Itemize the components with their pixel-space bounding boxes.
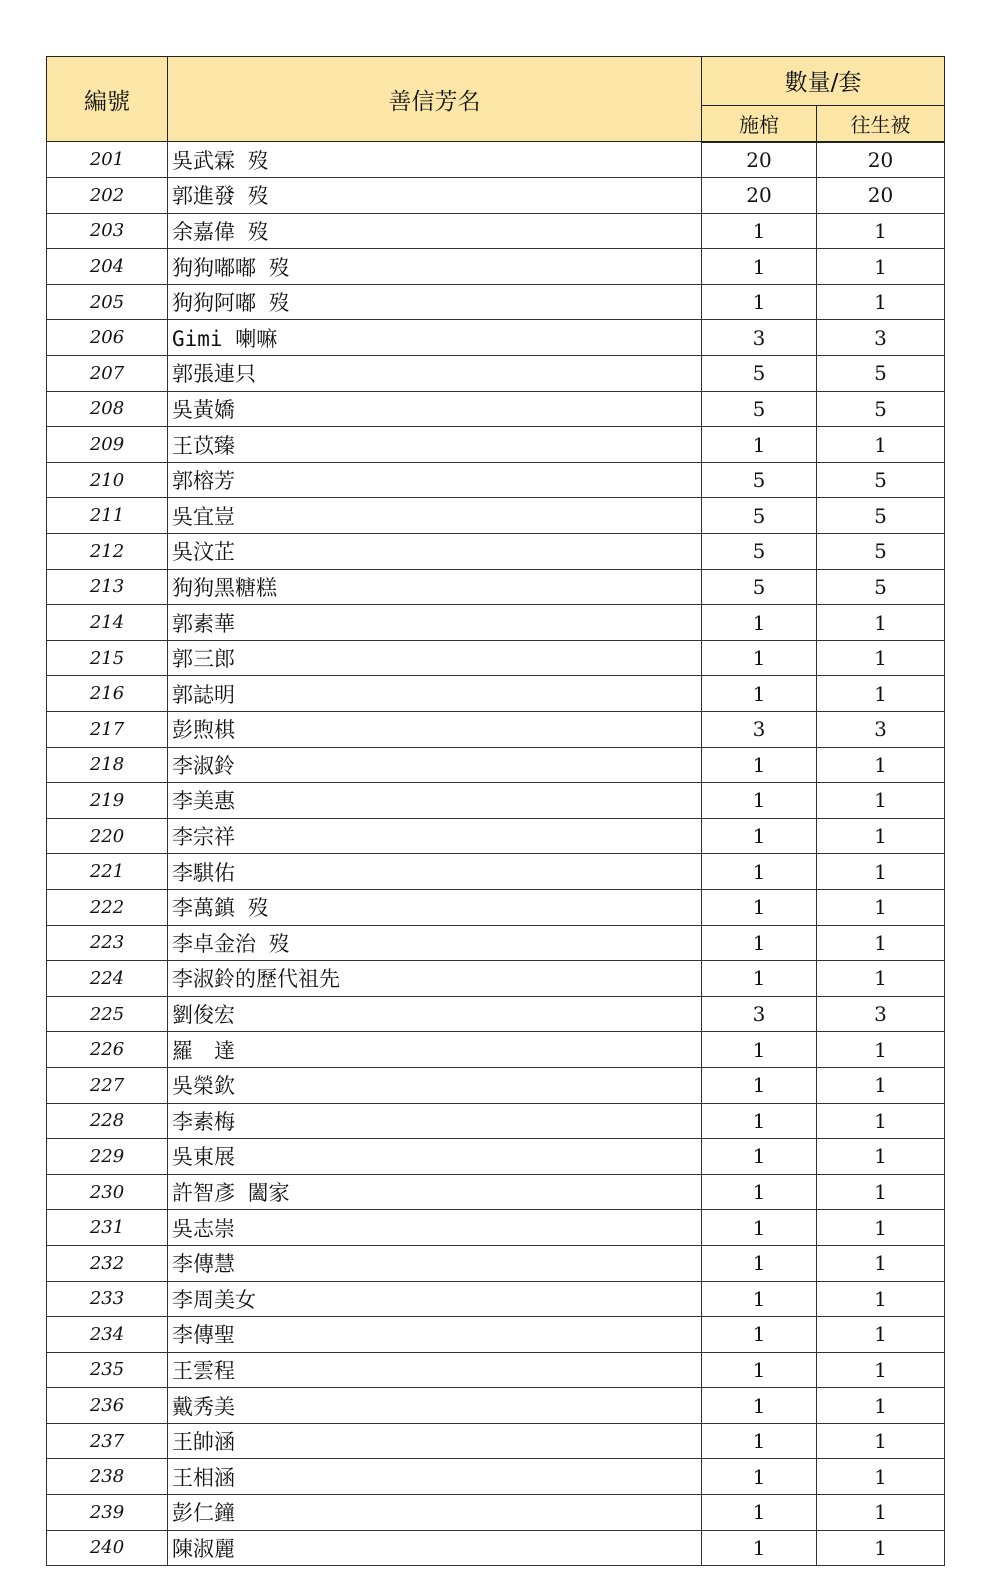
donor-name: 李素梅 bbox=[168, 1103, 702, 1139]
donor-name: 狗狗阿嘟 歿 bbox=[168, 284, 702, 320]
quilt-count: 1 bbox=[817, 854, 945, 890]
donor-name: 吳志崇 bbox=[168, 1210, 702, 1246]
table-row bbox=[47, 854, 945, 890]
donor-name: 狗狗黑糖糕 bbox=[168, 569, 702, 605]
donor-name: 李傳慧 bbox=[168, 1245, 702, 1281]
donor-name: 陳淑麗 bbox=[168, 1530, 702, 1566]
quilt-count: 1 bbox=[817, 213, 945, 249]
row-number: 221 bbox=[47, 854, 168, 890]
row-number: 214 bbox=[47, 605, 168, 641]
coffin-count: 5 bbox=[702, 569, 817, 605]
coffin-count: 3 bbox=[702, 320, 817, 356]
donor-name: 郭三郎 bbox=[168, 640, 702, 676]
row-number: 234 bbox=[47, 1317, 168, 1353]
quilt-count: 1 bbox=[817, 783, 945, 819]
row-number: 228 bbox=[47, 1103, 168, 1139]
table-row bbox=[47, 1388, 945, 1424]
coffin-count: 1 bbox=[702, 1174, 817, 1210]
quilt-count: 1 bbox=[817, 1281, 945, 1317]
table-row bbox=[47, 391, 945, 427]
donor-name: 余嘉偉 歿 bbox=[168, 213, 702, 249]
table-row bbox=[47, 1459, 945, 1495]
row-number: 205 bbox=[47, 284, 168, 320]
donor-name: 劉俊宏 bbox=[168, 996, 702, 1032]
table-row bbox=[47, 1210, 945, 1246]
coffin-count: 1 bbox=[702, 1423, 817, 1459]
donor-name: 吳東展 bbox=[168, 1139, 702, 1175]
row-number: 212 bbox=[47, 534, 168, 570]
table-row bbox=[47, 640, 945, 676]
quilt-count: 1 bbox=[817, 1139, 945, 1175]
table-row bbox=[47, 320, 945, 356]
table-row bbox=[47, 783, 945, 819]
coffin-count: 1 bbox=[702, 213, 817, 249]
coffin-count: 1 bbox=[702, 889, 817, 925]
donor-name: 王帥涵 bbox=[168, 1423, 702, 1459]
table-header bbox=[47, 57, 945, 142]
coffin-count: 5 bbox=[702, 498, 817, 534]
row-number: 208 bbox=[47, 391, 168, 427]
donor-name: 李淑鈴的歷代祖先 bbox=[168, 961, 702, 997]
donor-name: 許智彥 闔家 bbox=[168, 1174, 702, 1210]
coffin-count: 1 bbox=[702, 427, 817, 463]
table-row bbox=[47, 1352, 945, 1388]
table-row bbox=[47, 498, 945, 534]
table-row bbox=[47, 925, 945, 961]
row-number: 215 bbox=[47, 640, 168, 676]
table-row bbox=[47, 1495, 945, 1531]
donor-name: 李宗祥 bbox=[168, 818, 702, 854]
row-number: 230 bbox=[47, 1174, 168, 1210]
table-row bbox=[47, 213, 945, 249]
table-row bbox=[47, 534, 945, 570]
quilt-count: 3 bbox=[817, 712, 945, 748]
quilt-count: 1 bbox=[817, 1388, 945, 1424]
donor-name: 郭誌明 bbox=[168, 676, 702, 712]
table-row bbox=[47, 569, 945, 605]
row-number: 226 bbox=[47, 1032, 168, 1068]
row-number: 239 bbox=[47, 1495, 168, 1531]
quilt-count: 5 bbox=[817, 498, 945, 534]
row-number: 202 bbox=[47, 178, 168, 214]
donor-name: 戴秀美 bbox=[168, 1388, 702, 1424]
table-row bbox=[47, 462, 945, 498]
donor-name: 吳汶芷 bbox=[168, 534, 702, 570]
coffin-count: 1 bbox=[702, 1210, 817, 1246]
table-row bbox=[47, 712, 945, 748]
row-number: 238 bbox=[47, 1459, 168, 1495]
table-row bbox=[47, 142, 945, 178]
quilt-count: 1 bbox=[817, 284, 945, 320]
row-number: 220 bbox=[47, 818, 168, 854]
coffin-count: 1 bbox=[702, 818, 817, 854]
table-row bbox=[47, 605, 945, 641]
quilt-count: 1 bbox=[817, 249, 945, 285]
quilt-count: 1 bbox=[817, 747, 945, 783]
coffin-count: 5 bbox=[702, 534, 817, 570]
row-number: 201 bbox=[47, 142, 168, 178]
row-number: 222 bbox=[47, 889, 168, 925]
donor-name: Gimi 喇嘛 bbox=[168, 320, 702, 356]
quilt-count: 20 bbox=[817, 178, 945, 214]
donor-name: 吳武霖 歿 bbox=[168, 142, 702, 178]
coffin-count: 1 bbox=[702, 605, 817, 641]
row-number: 218 bbox=[47, 747, 168, 783]
header-quantity: 數量/套 bbox=[702, 57, 945, 106]
quilt-count: 1 bbox=[817, 1317, 945, 1353]
table-row bbox=[47, 1317, 945, 1353]
donor-table bbox=[46, 56, 945, 1566]
donor-name: 李萬鎮 歿 bbox=[168, 889, 702, 925]
donor-name: 彭仁鐘 bbox=[168, 1495, 702, 1531]
table-row bbox=[47, 996, 945, 1032]
row-number: 210 bbox=[47, 462, 168, 498]
coffin-count: 1 bbox=[702, 676, 817, 712]
table-row bbox=[47, 676, 945, 712]
donor-name: 郭榕芳 bbox=[168, 462, 702, 498]
donor-name: 羅 達 bbox=[168, 1032, 702, 1068]
donor-name: 王苡臻 bbox=[168, 427, 702, 463]
quilt-count: 3 bbox=[817, 320, 945, 356]
quilt-count: 1 bbox=[817, 1423, 945, 1459]
coffin-count: 1 bbox=[702, 783, 817, 819]
quilt-count: 1 bbox=[817, 1459, 945, 1495]
row-number: 227 bbox=[47, 1067, 168, 1103]
table-row bbox=[47, 284, 945, 320]
donor-name: 彭煦棋 bbox=[168, 712, 702, 748]
donor-name: 吳榮欽 bbox=[168, 1067, 702, 1103]
row-number: 209 bbox=[47, 427, 168, 463]
header-donor-name: 善信芳名 bbox=[168, 57, 702, 142]
coffin-count: 20 bbox=[702, 142, 817, 178]
table-row bbox=[47, 961, 945, 997]
coffin-count: 1 bbox=[702, 1245, 817, 1281]
table-row bbox=[47, 1067, 945, 1103]
donor-name: 狗狗嘟嘟 歿 bbox=[168, 249, 702, 285]
coffin-count: 1 bbox=[702, 854, 817, 890]
coffin-count: 3 bbox=[702, 712, 817, 748]
quilt-count: 1 bbox=[817, 640, 945, 676]
coffin-count: 1 bbox=[702, 1032, 817, 1068]
coffin-count: 1 bbox=[702, 1281, 817, 1317]
row-number: 213 bbox=[47, 569, 168, 605]
coffin-count: 1 bbox=[702, 1352, 817, 1388]
header-coffin: 施棺 bbox=[702, 105, 817, 141]
row-number: 231 bbox=[47, 1210, 168, 1246]
row-number: 224 bbox=[47, 961, 168, 997]
donor-name: 王雲程 bbox=[168, 1352, 702, 1388]
table-row bbox=[47, 1139, 945, 1175]
row-number: 204 bbox=[47, 249, 168, 285]
donor-name: 李傳聖 bbox=[168, 1317, 702, 1353]
table-row bbox=[47, 1245, 945, 1281]
coffin-count: 1 bbox=[702, 1139, 817, 1175]
coffin-count: 1 bbox=[702, 1103, 817, 1139]
coffin-count: 1 bbox=[702, 961, 817, 997]
row-number: 236 bbox=[47, 1388, 168, 1424]
coffin-count: 3 bbox=[702, 996, 817, 1032]
quilt-count: 1 bbox=[817, 961, 945, 997]
donor-name: 李淑鈴 bbox=[168, 747, 702, 783]
donor-name: 李美惠 bbox=[168, 783, 702, 819]
row-number: 211 bbox=[47, 498, 168, 534]
table-row bbox=[47, 178, 945, 214]
quilt-count: 1 bbox=[817, 1103, 945, 1139]
quilt-count: 1 bbox=[817, 1495, 945, 1531]
quilt-count: 5 bbox=[817, 534, 945, 570]
row-number: 219 bbox=[47, 783, 168, 819]
table-row bbox=[47, 249, 945, 285]
quilt-count: 1 bbox=[817, 818, 945, 854]
coffin-count: 1 bbox=[702, 1317, 817, 1353]
quilt-count: 1 bbox=[817, 925, 945, 961]
quilt-count: 5 bbox=[817, 356, 945, 392]
header-number: 編號 bbox=[47, 57, 168, 142]
quilt-count: 1 bbox=[817, 1352, 945, 1388]
row-number: 235 bbox=[47, 1352, 168, 1388]
row-number: 225 bbox=[47, 996, 168, 1032]
quilt-count: 1 bbox=[817, 1032, 945, 1068]
table-row bbox=[47, 889, 945, 925]
row-number: 217 bbox=[47, 712, 168, 748]
coffin-count: 1 bbox=[702, 1495, 817, 1531]
coffin-count: 1 bbox=[702, 1530, 817, 1566]
coffin-count: 1 bbox=[702, 1459, 817, 1495]
coffin-count: 1 bbox=[702, 284, 817, 320]
table-row bbox=[47, 1174, 945, 1210]
quilt-count: 1 bbox=[817, 1210, 945, 1246]
coffin-count: 1 bbox=[702, 1067, 817, 1103]
quilt-count: 3 bbox=[817, 996, 945, 1032]
row-number: 240 bbox=[47, 1530, 168, 1566]
quilt-count: 1 bbox=[817, 1174, 945, 1210]
row-number: 233 bbox=[47, 1281, 168, 1317]
table-row bbox=[47, 356, 945, 392]
quilt-count: 1 bbox=[817, 1067, 945, 1103]
quilt-count: 20 bbox=[817, 142, 945, 178]
coffin-count: 1 bbox=[702, 925, 817, 961]
table-body bbox=[47, 142, 945, 1566]
table-row bbox=[47, 427, 945, 463]
donor-name: 李周美女 bbox=[168, 1281, 702, 1317]
coffin-count: 20 bbox=[702, 178, 817, 214]
quilt-count: 5 bbox=[817, 569, 945, 605]
coffin-count: 5 bbox=[702, 356, 817, 392]
row-number: 216 bbox=[47, 676, 168, 712]
donor-name: 郭進發 歿 bbox=[168, 178, 702, 214]
donor-name: 吳黃嬌 bbox=[168, 391, 702, 427]
donor-name: 王相涵 bbox=[168, 1459, 702, 1495]
donor-name: 吳宜豈 bbox=[168, 498, 702, 534]
table-row bbox=[47, 1530, 945, 1566]
table-row bbox=[47, 747, 945, 783]
table-row bbox=[47, 1032, 945, 1068]
row-number: 207 bbox=[47, 356, 168, 392]
coffin-count: 5 bbox=[702, 391, 817, 427]
row-number: 203 bbox=[47, 213, 168, 249]
quilt-count: 1 bbox=[817, 889, 945, 925]
row-number: 223 bbox=[47, 925, 168, 961]
row-number: 229 bbox=[47, 1139, 168, 1175]
row-number: 206 bbox=[47, 320, 168, 356]
quilt-count: 1 bbox=[817, 605, 945, 641]
donor-name: 郭素華 bbox=[168, 605, 702, 641]
quilt-count: 1 bbox=[817, 427, 945, 463]
coffin-count: 5 bbox=[702, 462, 817, 498]
row-number: 232 bbox=[47, 1245, 168, 1281]
header-quilt: 往生被 bbox=[817, 105, 945, 141]
coffin-count: 1 bbox=[702, 249, 817, 285]
donor-name: 李卓金治 歿 bbox=[168, 925, 702, 961]
quilt-count: 5 bbox=[817, 462, 945, 498]
quilt-count: 1 bbox=[817, 1245, 945, 1281]
table-row bbox=[47, 818, 945, 854]
quilt-count: 5 bbox=[817, 391, 945, 427]
row-number: 237 bbox=[47, 1423, 168, 1459]
quilt-count: 1 bbox=[817, 1530, 945, 1566]
coffin-count: 1 bbox=[702, 640, 817, 676]
coffin-count: 1 bbox=[702, 747, 817, 783]
table-row bbox=[47, 1281, 945, 1317]
donor-name: 李騏佑 bbox=[168, 854, 702, 890]
donor-name: 郭張連只 bbox=[168, 356, 702, 392]
table-row bbox=[47, 1423, 945, 1459]
quilt-count: 1 bbox=[817, 676, 945, 712]
coffin-count: 1 bbox=[702, 1388, 817, 1424]
table-row bbox=[47, 1103, 945, 1139]
